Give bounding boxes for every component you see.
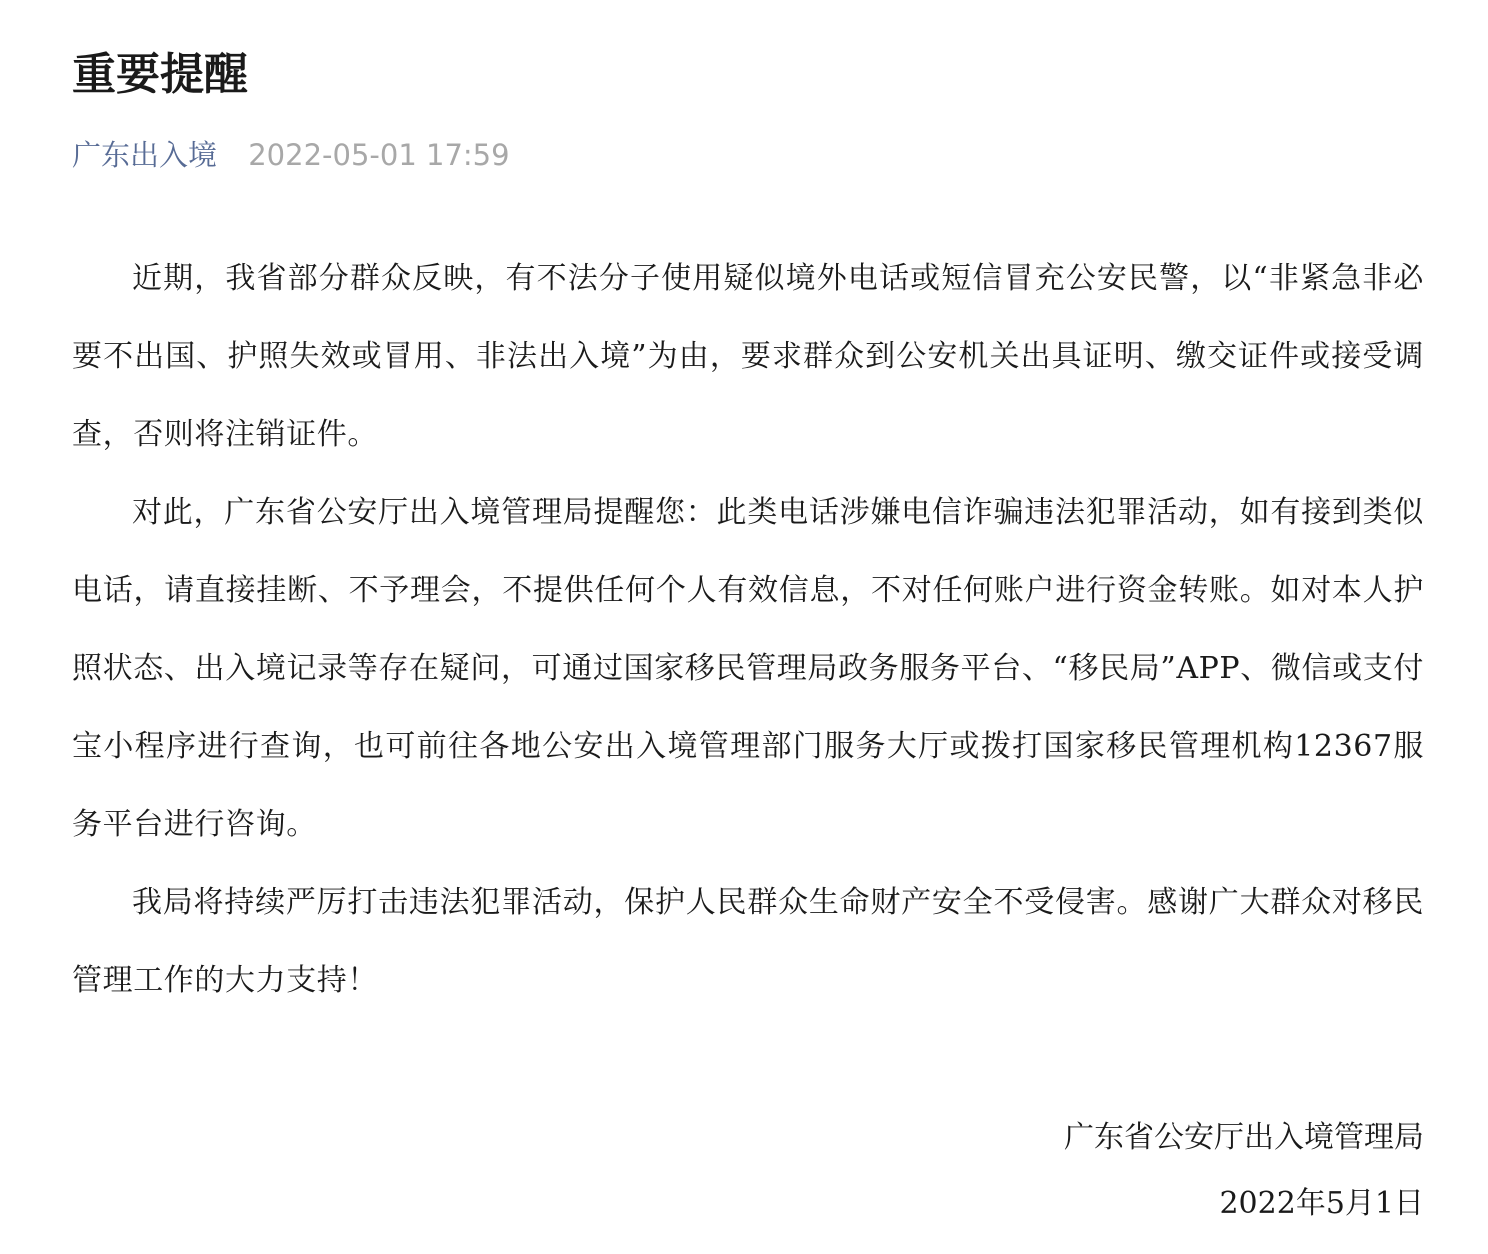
paragraph-3: 我局将持续严厉打击违法犯罪活动，保护人民群众生命财产安全不受侵害。感谢广大群众对移民管理工作的大力支持！ bbox=[72, 885, 1424, 998]
paragraph-1: 近期，我省部分群众反映，有不法分子使用疑似境外电话或短信冒充公安民警，以“非紧急非必要不出国、护照失效或冒用、非法出入境”为由，要求群众到公安机关出具证明、缴交证件或接受调查，否则将注销证件。 bbox=[72, 261, 1424, 452]
signature bbox=[724, 1105, 1424, 1237]
paragraph-2: 对此，广东省公安厅出入境管理局提醒您：此类电话涉嫌电信诈骗违法犯罪活动，如有接到类似电话，请直接挂断、不予理会，不提供任何个人有效信息，不对任何账户进行资金转账。如对本人护照状态、出入境记录等存在疑问，可通过国家移民管理局政务服务平台、“移民局”APP、微信或支付宝小程序进行查询，也可前往各地公安出入境管理部门服务大厅或拨打国家移民管理机构12367服务平台进行咨询。 bbox=[72, 495, 1424, 842]
publish-time: 2022-05-01 17:59 bbox=[248, 138, 510, 172]
signature-org: 广东省公安厅出入境管理局 bbox=[1064, 1120, 1424, 1155]
article-body bbox=[72, 240, 1424, 1020]
article-title: 重要提醒 bbox=[72, 49, 248, 100]
signature-date: 2022年5月1日 bbox=[1219, 1186, 1424, 1221]
account-name-link[interactable]: 广东出入境 bbox=[72, 138, 218, 172]
article-meta bbox=[72, 134, 510, 176]
